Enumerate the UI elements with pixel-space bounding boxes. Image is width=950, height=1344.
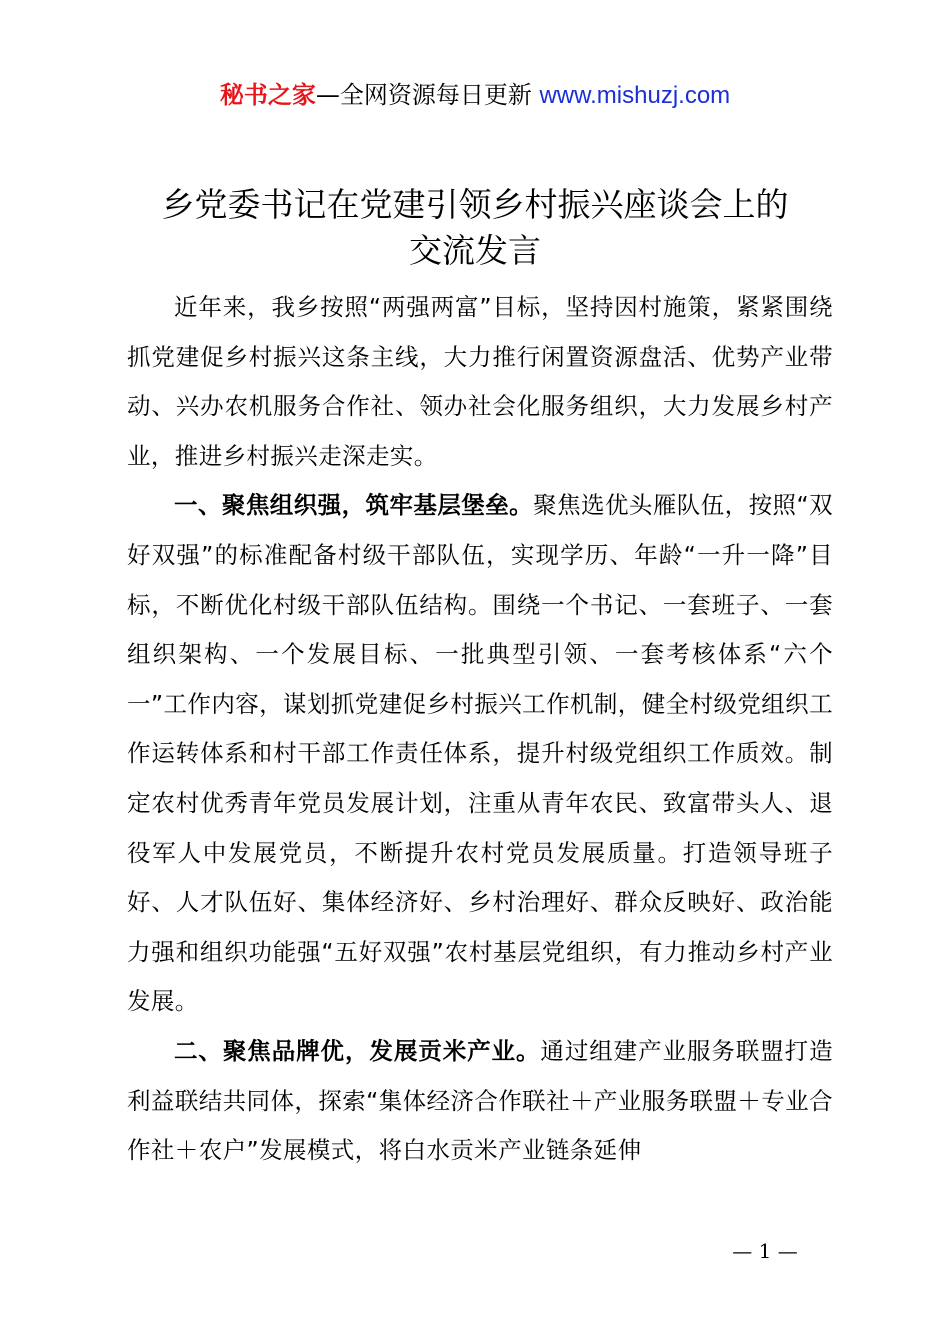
title-line-2: 交流发言 <box>409 231 541 270</box>
section-2-heading: 二、聚焦品牌优，发展贡米产业。 <box>174 1036 541 1065</box>
document-body <box>127 283 833 1176</box>
paragraph-intro <box>127 283 833 481</box>
header-tagline: —全网资源每日更新 <box>315 81 540 109</box>
section-1-heading: 一、聚焦组织强，筑牢基层堡垒。 <box>174 491 534 520</box>
paragraph-intro-text: 近年来，我乡按照“两强两富”目标，坚持因村施策，紧紧围绕抓党建促乡村振兴这条主线，大力推行闲置资源盘活、优势产业带动、兴办农机服务合作社、领办社会化服务组织，大力发展乡村产业，推进乡村振兴走深走实。 <box>127 293 833 470</box>
section-1-text: 聚焦选优头雁队伍，按照“双好双强”的标准配备村级干部队伍，实现学历、年龄“一升一降”目标，不断优化村级干部队伍结构。围绕一个书记、一套班子、一套组织架构、一个发展目标、一批典型引领、一套考核体系“六个一”工作内容，谋划抓党建促乡村振兴工作机制，健全村级党组织工作运转体系和村干部工作责任体系，提升村级党组织工作质效。制定农村优秀青年党员发展计划，注重从青年农民、致富带头人、退役军人中发展党员，不断提升农村党员发展质量。打造领导班子好、人才队伍好、集体经济好、乡村治理好、群众反映好、政治能力强和组织功能强“五好双强”农村基层党组织，有力推动乡村产业发展。 <box>127 491 833 1016</box>
page-number: — 1 — <box>732 1239 798 1263</box>
site-url-link[interactable]: www.mishuzj.com <box>539 82 731 109</box>
document-title <box>0 182 950 274</box>
paragraph-section-1 <box>127 481 833 1027</box>
paragraph-section-2 <box>127 1027 833 1176</box>
title-line-1: 乡党委书记在党建引领乡村振兴座谈会上的 <box>161 185 789 224</box>
brand-name: 秘书之家 <box>219 81 316 109</box>
section-2-text: 通过组建产业服务联盟打造利益联结共同体，探索“集体经济合作联社＋产业服务联盟＋专业合作社＋农户”发展模式，将白水贡米产业链条延伸 <box>127 1036 833 1165</box>
site-header <box>0 78 950 113</box>
